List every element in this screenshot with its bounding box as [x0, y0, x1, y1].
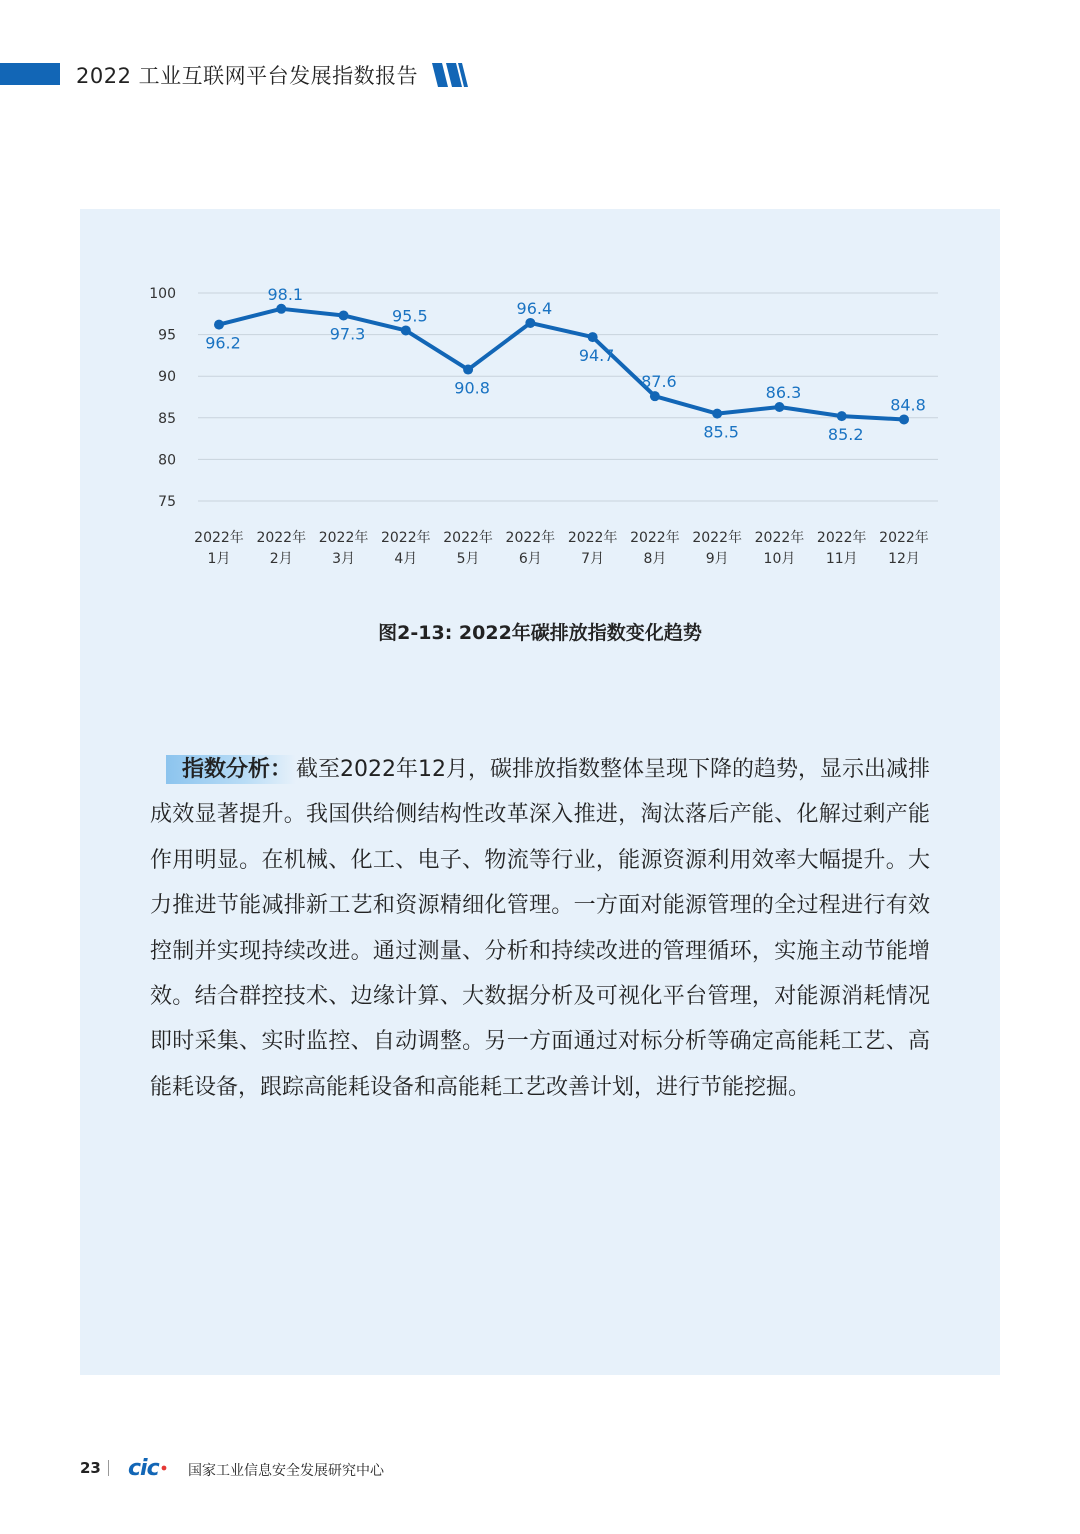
- y-tick-label: 100: [149, 286, 176, 302]
- data-label: 94.7: [578, 346, 615, 366]
- data-point: [339, 310, 349, 320]
- x-tick-label: 2022年: [630, 530, 680, 546]
- data-point: [401, 325, 411, 335]
- data-point: [588, 332, 598, 342]
- y-tick-label: 75: [158, 494, 176, 510]
- x-tick-label: 7月: [581, 551, 605, 567]
- data-point: [899, 414, 909, 424]
- data-point: [837, 411, 847, 421]
- svg-text:cic: cic: [128, 1456, 159, 1478]
- x-tick-label: 10月: [763, 551, 796, 567]
- footer-separator: [108, 1460, 109, 1476]
- data-point: [774, 402, 784, 412]
- figure-caption: 图2-13: 2022年碳排放指数变化趋势: [378, 622, 702, 644]
- organization-name: 国家工业信息安全发展研究中心: [188, 1463, 384, 1479]
- data-label: 86.3: [765, 382, 802, 402]
- data-point: [712, 409, 722, 419]
- data-label: 97.3: [329, 324, 366, 344]
- data-label: 85.2: [827, 425, 864, 445]
- x-tick-label: 2022年: [879, 530, 929, 546]
- x-tick-label: 4月: [394, 551, 418, 567]
- x-tick-label: 1月: [207, 551, 231, 567]
- page-number: 23: [80, 1459, 101, 1477]
- analysis-label: 指数分析：: [166, 755, 296, 784]
- data-label: 96.2: [205, 333, 241, 353]
- data-point: [650, 391, 660, 401]
- x-tick-label: 2022年: [567, 530, 618, 546]
- carbon-emission-index-line-chart: [80, 209, 1000, 599]
- data-point: [525, 318, 535, 328]
- y-tick-label: 95: [158, 327, 176, 344]
- x-tick-label: 2022年: [754, 530, 805, 546]
- x-tick-label: 2月: [269, 551, 293, 567]
- x-tick-label: 2022年: [318, 530, 369, 546]
- content-panel: [80, 209, 1000, 1375]
- data-point: [214, 320, 224, 330]
- x-tick-label: 3月: [332, 551, 356, 567]
- data-point: [276, 304, 286, 314]
- analysis-text: 截至2022年12月，碳排放指数整体呈现下降的趋势，显示出减排成效显著提升。我国供给侧结构性改革深入推进，淘汰落后产能、化解过剩产能作用明显。在机械、化工、电子、物流等行业，能源资源利用效率大幅提升。大力推进节能减排新工艺和资源精细化管理。一方面对能源管理的全过程进行有效控制并实现持续改进。通过测量、分析和持续改进的管理循环，实施主动节能增效。结合群控技术、边缘计算、大数据分析及可视化平台管理，对能源消耗情况即时采集、实时监控、自动调整。另一方面通过对标分析等确定高能耗工艺、高能耗设备，跟踪高能耗设备和高能耗工艺改善计划，进行节能挖掘。: [150, 757, 930, 1100]
- x-tick-label: 2022年: [443, 530, 493, 546]
- y-tick-label: 80: [158, 452, 176, 469]
- x-tick-label: 6月: [518, 551, 542, 567]
- data-label: 98.1: [267, 284, 304, 304]
- analysis-paragraph: [150, 747, 930, 1110]
- x-tick-label: 2022年: [692, 530, 743, 546]
- x-tick-label: 2022年: [816, 530, 867, 546]
- data-label: 96.4: [516, 298, 553, 318]
- header-slash-decoration: [432, 63, 472, 87]
- data-label: 95.5: [392, 306, 428, 326]
- data-label: 84.8: [890, 395, 926, 415]
- cic-logo-icon: [128, 1456, 184, 1478]
- data-point: [463, 365, 473, 375]
- x-tick-label: 2022年: [505, 530, 556, 546]
- y-tick-label: 85: [158, 410, 176, 427]
- series-line: [219, 309, 904, 420]
- header-accent-bar: [0, 63, 60, 85]
- data-label: 87.6: [641, 372, 677, 392]
- report-title: 2022 工业互联网平台发展指数报告: [76, 64, 419, 88]
- data-label: 85.5: [703, 422, 739, 442]
- data-label: 90.8: [454, 378, 490, 398]
- x-tick-label: 2022年: [256, 530, 307, 546]
- x-tick-label: 8月: [643, 551, 667, 567]
- x-tick-label: 11月: [825, 551, 858, 567]
- x-tick-label: 2022年: [380, 530, 431, 546]
- x-tick-label: 9月: [705, 551, 729, 567]
- x-tick-label: 2022年: [194, 530, 244, 546]
- x-tick-label: 12月: [888, 551, 920, 567]
- x-tick-label: 5月: [456, 551, 480, 567]
- y-tick-label: 90: [158, 369, 176, 386]
